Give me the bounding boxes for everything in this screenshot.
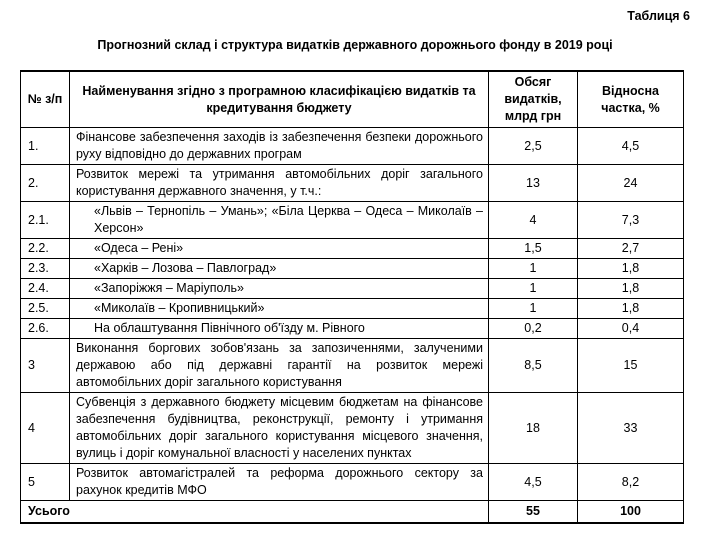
- header-row: [21, 71, 684, 128]
- table-number-label: Таблиця 6: [627, 9, 690, 23]
- row-name: «Харків – Лозова – Павлоград»: [70, 259, 489, 279]
- row-number: 2.4.: [21, 279, 70, 299]
- row-share-value: 8,2: [578, 464, 684, 501]
- row-share-value: 15: [578, 339, 684, 393]
- table-row: [21, 464, 684, 501]
- row-name: «Одеса – Рені»: [70, 239, 489, 259]
- table-title: Прогнозний склад і структура видатків державного дорожнього фонду в 2019 році: [97, 38, 613, 52]
- expenditures-table: [20, 70, 684, 524]
- row-name: Фінансове забезпечення заходів із забезпечення безпеки дорожнього руху відповідно до державних програм: [70, 128, 489, 165]
- table-row: [21, 165, 684, 202]
- row-number: 5: [21, 464, 70, 501]
- col-header-share: Відносна частка, %: [578, 71, 684, 128]
- row-volume-value: 4: [489, 202, 578, 239]
- row-name: Виконання боргових зобов'язань за запозиченнями, залученими державою або під державні гарантії на розвиток мережі автомобільних доріг загального користування: [70, 339, 489, 393]
- row-share-value: 2,7: [578, 239, 684, 259]
- row-share-value: 24: [578, 165, 684, 202]
- row-share-value: 1,8: [578, 259, 684, 279]
- row-number: 2.5.: [21, 299, 70, 319]
- total-row: [21, 501, 684, 524]
- row-volume-value: 1: [489, 259, 578, 279]
- row-number: 2.: [21, 165, 70, 202]
- row-share-value: 0,4: [578, 319, 684, 339]
- row-number: 2.1.: [21, 202, 70, 239]
- row-name: Субвенція з державного бюджету місцевим бюджетам на фінансове забезпечення будівництва, реконструкції, ремонту і утримання автомобільних доріг загального користування місцевого значення, вулиць і доріг комунальної власності у населених пунктах: [70, 393, 489, 464]
- table-row: [21, 259, 684, 279]
- row-volume-value: 4,5: [489, 464, 578, 501]
- row-volume-value: 1,5: [489, 239, 578, 259]
- table-row: [21, 202, 684, 239]
- row-name: Розвиток мережі та утримання автомобільних доріг загального користування державного значення, у т.ч.:: [70, 165, 489, 202]
- col-header-number: № з/п: [21, 71, 70, 128]
- row-share-value: 7,3: [578, 202, 684, 239]
- row-share-value: 33: [578, 393, 684, 464]
- row-volume-value: 2,5: [489, 128, 578, 165]
- table-row: [21, 299, 684, 319]
- table-row: [21, 319, 684, 339]
- row-volume-value: 1: [489, 279, 578, 299]
- row-volume-value: 13: [489, 165, 578, 202]
- row-number: 3: [21, 339, 70, 393]
- table-footer: [21, 501, 684, 524]
- row-share-value: 4,5: [578, 128, 684, 165]
- row-number: 2.2.: [21, 239, 70, 259]
- table-header: [21, 71, 684, 128]
- row-share-value: 1,8: [578, 299, 684, 319]
- row-volume-value: 0,2: [489, 319, 578, 339]
- table-body: [21, 128, 684, 501]
- row-volume-value: 8,5: [489, 339, 578, 393]
- table-row: [21, 239, 684, 259]
- row-number: 4: [21, 393, 70, 464]
- row-name: Розвиток автомагістралей та реформа дорожнього сектору за рахунок кредитів МФО: [70, 464, 489, 501]
- total-label: Усього: [21, 501, 489, 524]
- total-share-value: 100: [578, 501, 684, 524]
- col-header-volume: Обсяг видатків, млрд грн: [489, 71, 578, 128]
- row-share-value: 1,8: [578, 279, 684, 299]
- col-header-name: Найменування згідно з програмною класифікацією видатків та кредитування бюджету: [70, 71, 489, 128]
- total-volume-value: 55: [489, 501, 578, 524]
- table-row: [21, 393, 684, 464]
- row-name: «Миколаїв – Кропивницький»: [70, 299, 489, 319]
- row-name: На облаштування Північного об'їзду м. Рівного: [70, 319, 489, 339]
- row-number: 2.6.: [21, 319, 70, 339]
- row-number: 2.3.: [21, 259, 70, 279]
- row-name: «Львів – Тернопіль – Умань»; «Біла Церква – Одеса – Миколаїв – Херсон»: [70, 202, 489, 239]
- table-row: [21, 279, 684, 299]
- row-number: 1.: [21, 128, 70, 165]
- row-name: «Запоріжжя – Маріуполь»: [70, 279, 489, 299]
- row-volume-value: 18: [489, 393, 578, 464]
- table-row: [21, 128, 684, 165]
- table-row: [21, 339, 684, 393]
- row-volume-value: 1: [489, 299, 578, 319]
